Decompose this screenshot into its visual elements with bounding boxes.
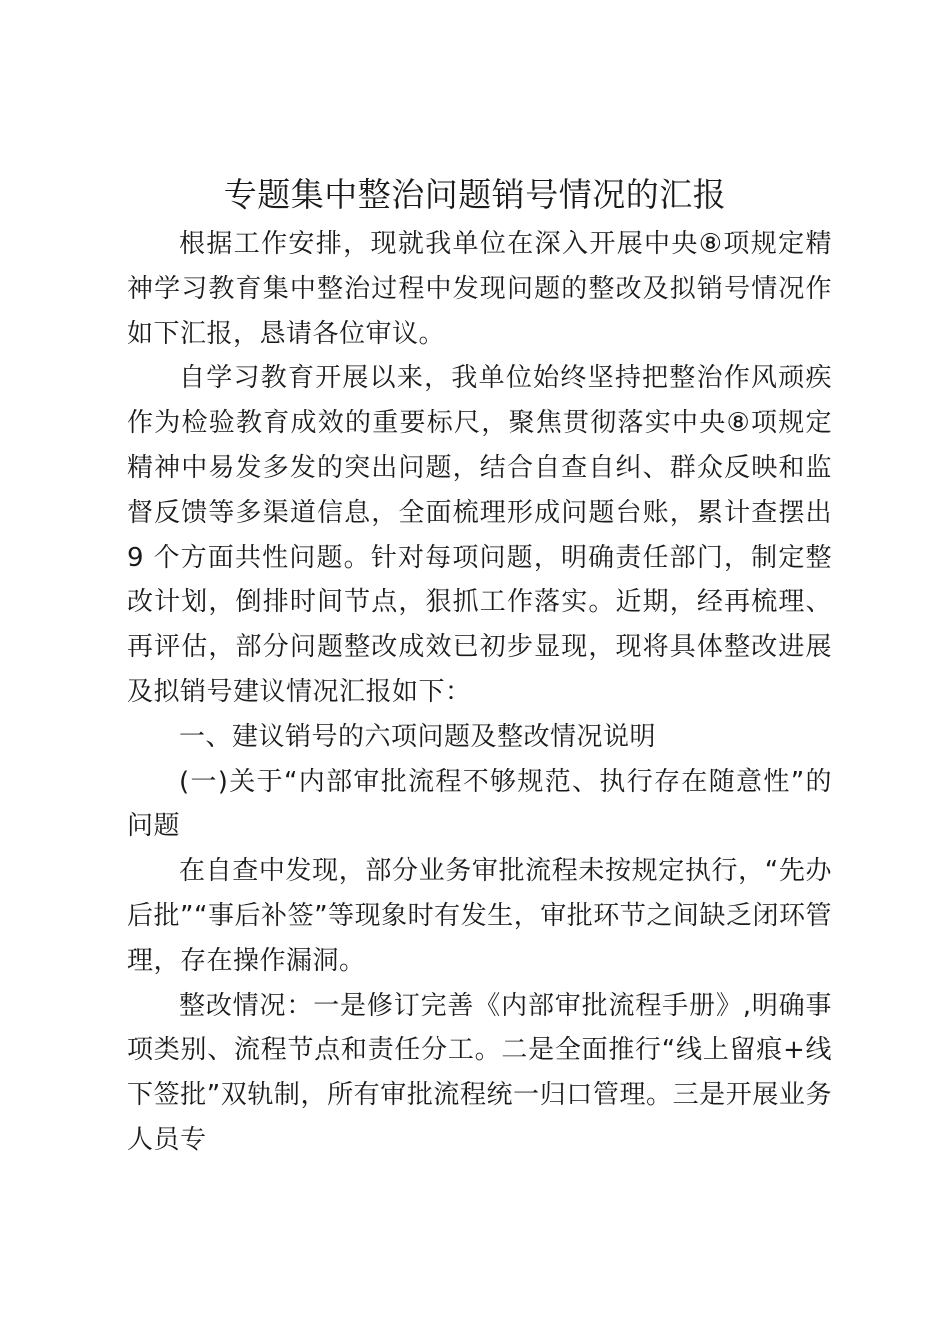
subsection-heading: (一)关于“内部审批流程不够规范、执行存在随意性”的问题: [127, 766, 832, 842]
paragraph-rectification: 整改情况：一是修订完善《内部审批流程手册》,明确事项类别、流程节点和责任分工。二是全面推行“线上留痕+线下签批”双轨制，所有审批流程统一归口管理。三是开展业务人员专: [127, 990, 832, 1155]
document-body: [127, 222, 832, 1163]
paragraph-background: 自学习教育开展以来，我单位始终坚持把整治作风顽疾作为检验教育成效的重要标尺，聚焦贯彻落实中央⑧项规定精神中易发多发的突出问题，结合自查自纠、群众反映和监督反馈等多渠道信息，全面梳理形成问题台账，累计查摆出 9 个方面共性问题。针对每项问题，明确责任部门，制定整改计划，倒排时间节点，狠抓工作落实。近期，经再梳理、再评估，部分问题整改成效已初步显现，现将具体整改进展及拟销号建议情况汇报如下：: [127, 363, 832, 707]
paragraph-problem: 在自查中发现，部分业务审批流程未按规定执行，“先办后批”“事后补签”等现象时有发生，审批环节之间缺乏闭环管理，存在操作漏洞。: [127, 856, 832, 976]
paragraph-intro: 根据工作安排，现就我单位在深入开展中央⑧项规定精神学习教育集中整治过程中发现问题的整改及拟销号情况作如下汇报，恳请各位审议。: [127, 229, 832, 349]
document-title: 专题集中整治问题销号情况的汇报: [223, 175, 727, 214]
section-heading: 一、建议销号的六项问题及整改情况说明: [179, 721, 657, 752]
